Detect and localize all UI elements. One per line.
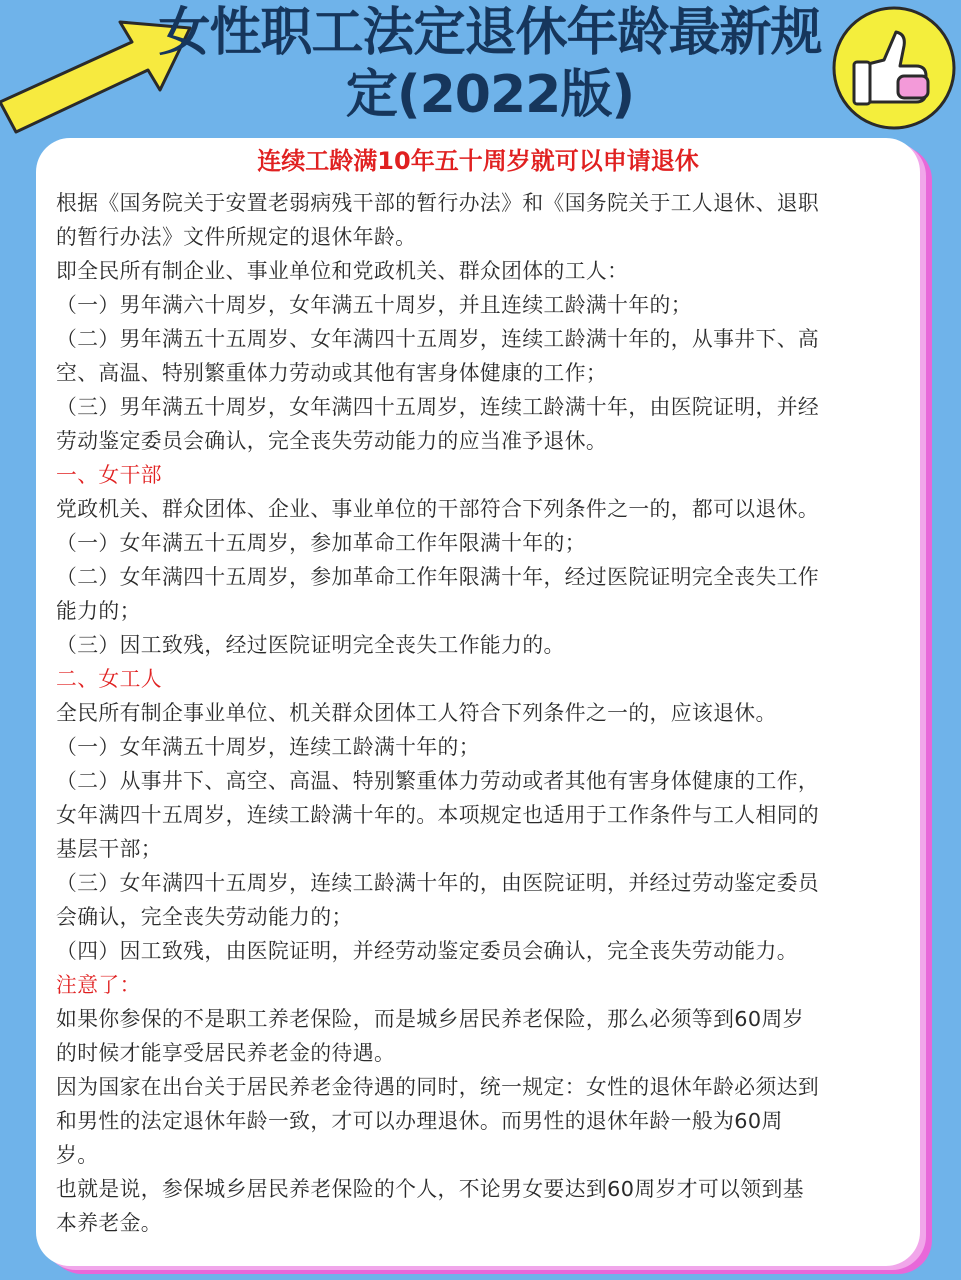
body-line: 根据《国务院关于安置老弱病残干部的暂行办法》和《国务院关于工人退休、退职 xyxy=(56,191,820,215)
body-line: 全民所有制企事业单位、机关群众团体工人符合下列条件之一的，应该退休。 xyxy=(56,701,777,725)
section-heading: 注意了： xyxy=(56,973,141,997)
card-subtitle: 连续工龄满10年五十周岁就可以申请退休 xyxy=(257,147,699,175)
card-body xyxy=(56,186,906,1240)
body-line: 本养老金。 xyxy=(56,1211,162,1235)
body-line: 会确认，完全丧失劳动能力的； xyxy=(56,905,353,929)
body-line: （一）男年满六十周岁，女年满五十周岁，并且连续工龄满十年的； xyxy=(56,293,692,317)
body-line: 女年满四十五周岁，连续工龄满十年的。本项规定也适用于工作条件与工人相同的 xyxy=(56,803,820,827)
body-line: （四）因工致残，由医院证明，并经劳动鉴定委员会确认，完全丧失劳动能力。 xyxy=(56,939,798,963)
thumbs-up-icon xyxy=(820,6,960,134)
body-line: 因为国家在出台关于居民养老金待遇的同时，统一规定：女性的退休年龄必须达到 xyxy=(56,1075,820,1099)
body-line: 如果你参保的不是职工养老保险，而是城乡居民养老保险，那么必须等到60周岁 xyxy=(56,1007,804,1031)
body-line: 党政机关、群众团体、企业、事业单位的干部符合下列条件之一的，都可以退休。 xyxy=(56,497,820,521)
body-line: （二）男年满五十五周岁、女年满四十五周岁，连续工龄满十年的，从事井下、高 xyxy=(56,327,820,351)
body-line: （一）女年满五十周岁，连续工龄满十年的； xyxy=(56,735,480,759)
body-line: （三）女年满四十五周岁，连续工龄满十年的，由医院证明，并经过劳动鉴定委员 xyxy=(56,871,820,895)
body-line: 的时候才能享受居民养老金的待遇。 xyxy=(56,1041,396,1065)
body-line: 也就是说，参保城乡居民养老保险的个人，不论男女要达到60周岁才可以领到基 xyxy=(56,1177,804,1201)
body-line: 空、高温、特别繁重体力劳动或其他有害身体健康的工作； xyxy=(56,361,608,385)
body-line: 基层干部； xyxy=(56,837,162,861)
body-line: （三）因工致残，经过医院证明完全丧失工作能力的。 xyxy=(56,633,565,657)
page-title-line1: 女性职工法定退休年龄最新规 xyxy=(158,3,822,63)
body-line: （二）女年满四十五周岁，参加革命工作年限满十年，经过医院证明完全丧失工作 xyxy=(56,565,820,589)
section-heading: 一、女干部 xyxy=(56,463,162,487)
body-line: （二）从事井下、高空、高温、特别繁重体力劳动或者其他有害身体健康的工作， xyxy=(56,769,820,793)
body-line: 即全民所有制企业、事业单位和党政机关、群众团体的工人： xyxy=(56,259,629,283)
body-line: （一）女年满五十五周岁，参加革命工作年限满十年的； xyxy=(56,531,586,555)
body-line: 劳动鉴定委员会确认，完全丧失劳动能力的应当准予退休。 xyxy=(56,429,608,453)
body-line: 的暂行办法》文件所规定的退休年龄。 xyxy=(56,225,417,249)
section-heading: 二、女工人 xyxy=(56,667,162,691)
body-line: （三）男年满五十周岁，女年满四十五周岁，连续工龄满十年，由医院证明，并经 xyxy=(56,395,820,419)
page-title-line2: 定(2022版) xyxy=(345,65,635,125)
body-line: 和男性的法定退休年龄一致，才可以办理退休。而男性的退休年龄一般为60周 xyxy=(56,1109,783,1133)
body-line: 能力的； xyxy=(56,599,141,623)
body-line: 岁。 xyxy=(56,1143,99,1167)
page-title xyxy=(150,2,830,126)
